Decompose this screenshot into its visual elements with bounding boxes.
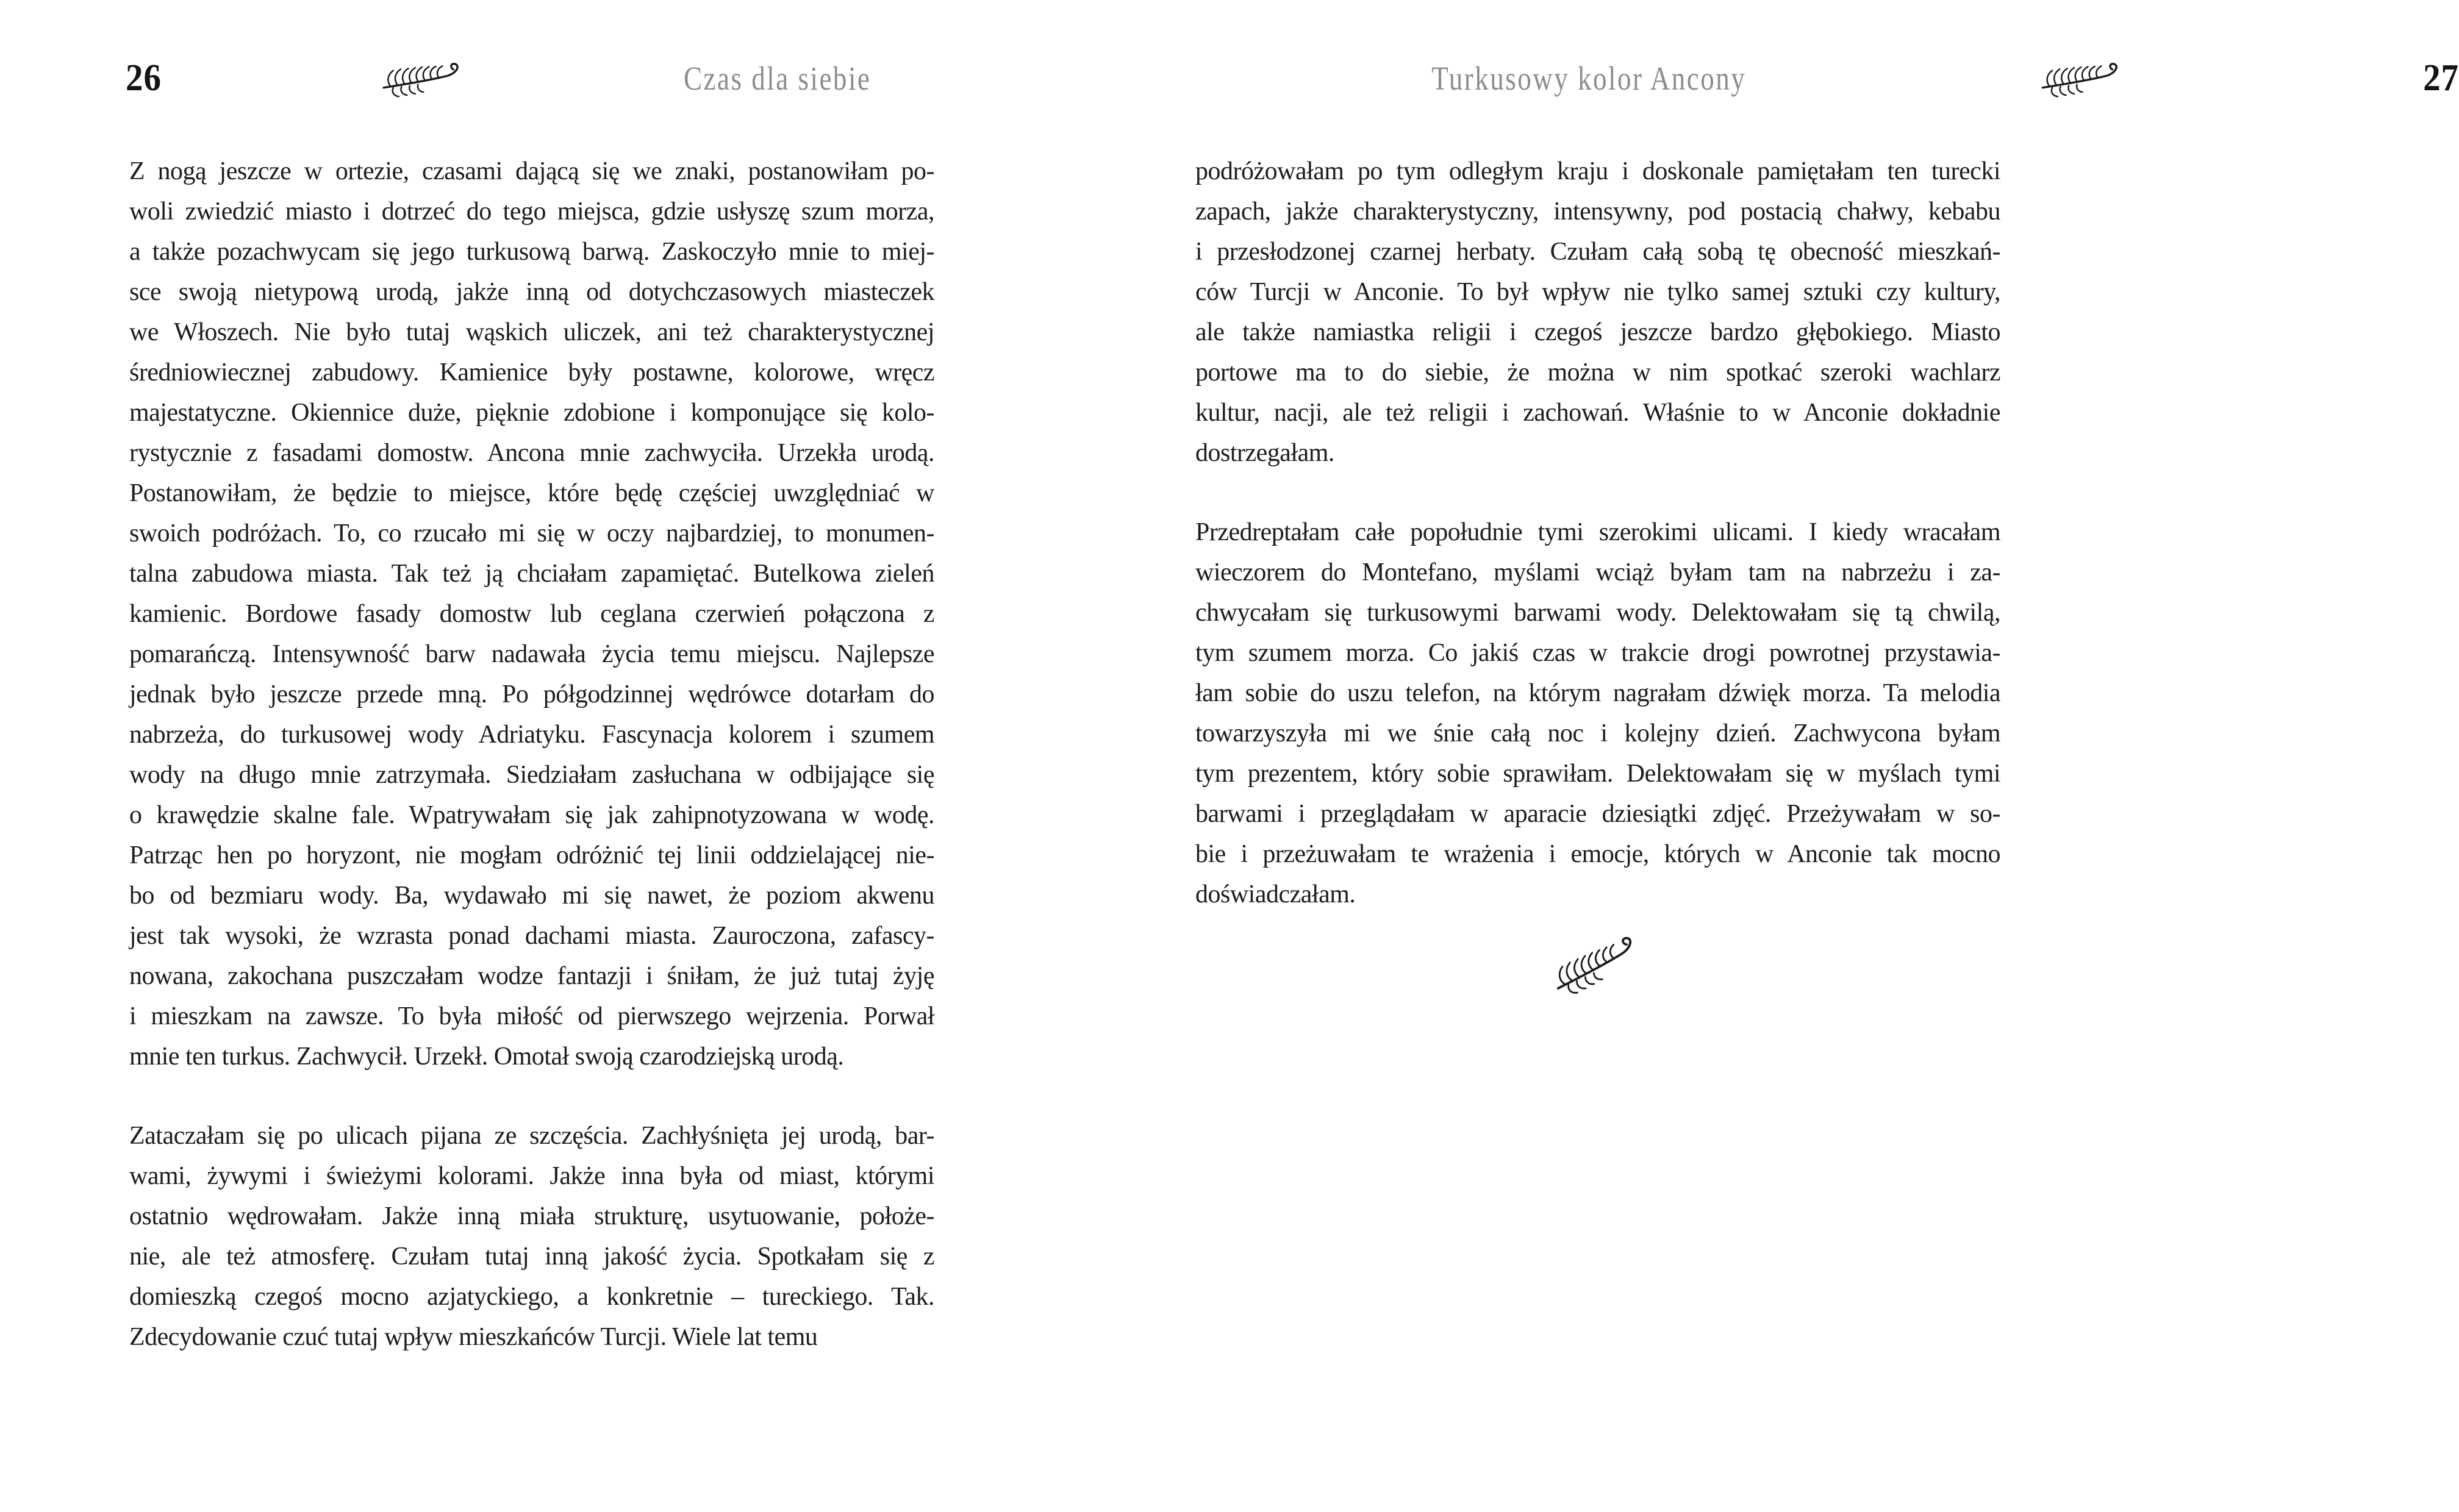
text-line: podróżowałam po tym odległym kraju i doskonale pamiętałam ten turecki (1195, 157, 2000, 185)
text-line: nowana, zakochana puszczałam wodze fantazji i śniłam, że już tutaj żyję (129, 962, 934, 990)
running-header-left (126, 56, 872, 100)
text-line: pomarańczą. Intensywność barw nadawała życia temu miejscu. Najlepsze (129, 640, 934, 668)
text-line: Zdecydowanie czuć tutaj wpływ mieszkańców Turcji. Wiele lat temu (129, 1323, 818, 1351)
text-line: talna zabudowa miasta. Tak też ją chciałam zapamiętać. Butelkowa zieleń (129, 560, 934, 588)
text-line: swoich podróżach. To, co rzucało mi się w oczy najbardziej, to monumen- (129, 519, 934, 547)
text-line: wody na długo mnie zatrzymała. Siedziałam zasłuchana w odbijające się (129, 761, 934, 789)
fern-ornament-icon (1542, 924, 1655, 1005)
text-line: mnie ten turkus. Zachwycił. Urzekł. Omotał swoją czarodziejską urodą. (129, 1043, 844, 1071)
text-line: łam sobie do uszu telefon, na którym nagrałam dźwięk morza. Ta melodia (1195, 679, 2000, 707)
running-title-right: Turkusowy kolor Ancony (1431, 59, 1746, 97)
text-line: towarzyszyła mi we śnie całą noc i kolejny dzień. Zachwycona byłam (1195, 719, 2000, 747)
text-line: wami, żywymi i świeżymi kolorami. Jakże inna była od miast, którymi (129, 1162, 934, 1190)
text-line: nabrzeża, do turkusowej wody Adriatyku. Fascynacja kolorem i szumem (129, 721, 934, 749)
text-line: ostatnio wędrowałam. Jakże inną miała strukturę, usytuowanie, położe- (129, 1202, 934, 1230)
text-line: domieszką czegoś mocno azjatyckiego, a konkretnie – tureckiego. Tak. (129, 1283, 934, 1311)
text-line: Postanowiłam, że będzie to miejsce, które będę częściej uwzględniać w (129, 479, 934, 507)
text-line: średniowiecznej zabudowy. Kamienice były postawne, kolorowe, wręcz (129, 358, 934, 387)
text-line: bie i przeżuwałam te wrażenia i emocje, których w Anconie tak mocno (1195, 840, 2000, 868)
running-header-right (1362, 56, 2459, 100)
text-line: a także pozachwycam się jego turkusową barwą. Zaskoczyło mnie to miej- (129, 238, 934, 266)
text-line: zapach, jakże charakterystyczny, intensywny, pod postacią chałwy, kebabu (1195, 198, 2000, 226)
text-line: Patrząc hen po horyzont, nie mogłam odróżnić tej linii oddzielającej nie- (129, 841, 934, 869)
text-line: i przesłodzonej czarnej herbaty. Czułam całą sobą tę obecność mieszkań- (1195, 238, 2000, 266)
text-line: dostrzegałam. (1195, 439, 1334, 467)
paragraph (129, 151, 934, 1077)
text-line: ców Turcji w Anconie. To był wpływ nie tylko samej sztuki czy kultury, (1195, 278, 2000, 306)
text-line: bo od bezmiaru wody. Ba, wydawało mi się nawet, że poziom akwenu (129, 882, 934, 910)
text-line: o krawędzie skalne fale. Wpatrywałam się jak zahipnotyzowana w wodę. (129, 801, 934, 829)
text-line: Zataczałam się po ulicach pijana ze szczęścia. Zachłyśnięta jej urodą, bar- (129, 1122, 934, 1150)
text-line: portowe ma to do siebie, że można w nim spotkać szeroki wachlarz (1195, 358, 2000, 387)
text-line: chwycałam się turkusowymi barwami wody. Delektowałam się tą chwilą, (1195, 599, 2000, 627)
text-line: woli zwiedzić miasto i dotrzeć do tego miejsca, gdzie usłyszę szum morza, (129, 198, 934, 226)
text-line: ale także namiastka religii i czegoś jeszcze bardzo głębokiego. Miasto (1195, 318, 2000, 346)
text-line: majestatyczne. Okiennice duże, pięknie zdobione i komponujące się kolo- (129, 399, 934, 427)
text-line: Przedreptałam całe popołudnie tymi szerokimi ulicami. I kiedy wracałam (1195, 518, 2000, 546)
paragraph (1195, 512, 2000, 915)
text-line: jednak było jeszcze przede mną. Po półgodzinnej wędrówce dotarłam do (129, 680, 934, 708)
text-line: nie, ale też atmosferę. Czułam tutaj inną jakość życia. Spotkałam się z (129, 1243, 934, 1271)
text-line: jest tak wysoki, że wzrasta ponad dachami miasta. Zauroczona, zafascy- (129, 922, 934, 950)
text-line: i mieszkam na zawsze. To była miłość od pierwszego wejrzenia. Porwał (129, 1002, 934, 1030)
page-right (1066, 0, 2459, 1512)
text-line: kamienic. Bordowe fasady domostw lub ceglana czerwień połączona z (129, 600, 934, 628)
text-line: barwami i przeglądałam w aparacie dziesiątki zdjęć. Przeżywałam w so- (1195, 800, 2000, 828)
page-left (0, 0, 1066, 1512)
fern-ornament-icon (1763, 56, 2403, 100)
paragraph (1195, 151, 2000, 473)
text-column-left (129, 151, 934, 1357)
text-line: kultur, nacji, ale też religii i zachowań. Właśnie to w Anconie dokładnie (1195, 399, 2000, 427)
text-column-right (1195, 151, 2000, 915)
text-line: sce swoją nietypową urodą, jakże inną od dotychczasowych miasteczek (129, 278, 934, 306)
text-line: tym prezentem, który sobie sprawiłam. Delektowałam się w myślach tymi (1195, 760, 2000, 788)
text-line: doświadczałam. (1195, 880, 1356, 908)
page-number-left: 26 (126, 57, 162, 99)
text-line: tym szumem morza. Co jakiś czas w trakcie drogi powrotnej przystawia- (1195, 639, 2000, 667)
text-line: rystycznie z fasadami domostw. Ancona mnie zachwyciła. Urzekła urodą. (129, 439, 934, 467)
text-line: we Włoszech. Nie było tutaj wąskich uliczek, ani też charakterystycznej (129, 318, 934, 346)
page-number-right: 27 (2423, 57, 2459, 99)
running-title-left: Czas dla siebie (683, 59, 872, 97)
end-of-chapter-ornament (1542, 924, 1655, 1005)
text-line: wieczorem do Montefano, myślami wciąż byłam tam na nabrzeżu i za- (1195, 558, 2000, 587)
paragraph (129, 1116, 934, 1357)
fern-ornament-icon (182, 56, 667, 100)
text-line: Z nogą jeszcze w ortezie, czasami dającą się we znaki, postanowiłam po- (129, 157, 934, 185)
